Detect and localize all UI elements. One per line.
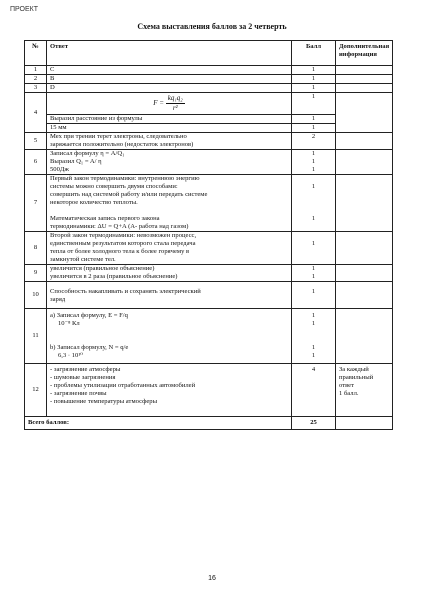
row-number: 2 (25, 75, 47, 84)
row-number: 9 (25, 265, 47, 282)
draft-label: ПРОЕКТ (10, 6, 39, 13)
spacer (292, 175, 335, 183)
column-header-extra: Дополнительная информация (336, 41, 393, 66)
answer-cell: 15 мм (47, 124, 292, 133)
answer-line: совершить над системой работу и/или передать системе (50, 191, 208, 198)
answer-line: Мех при трении терет электроны, следовательно (50, 133, 187, 140)
spacer (292, 232, 335, 240)
row-number: 11 (25, 309, 47, 364)
answer-cell (47, 232, 292, 265)
answer-line: 500Дж (50, 166, 69, 173)
coulomb-formula (47, 93, 292, 115)
formula-denominator: r² (172, 104, 178, 112)
column-header-points: Балл (292, 41, 336, 66)
table-row (25, 309, 393, 364)
extra-cell (336, 232, 393, 265)
column-header-num: № (25, 41, 47, 66)
answer-line: a) Записал формулу, E = F/q (50, 312, 128, 319)
table-row (25, 364, 393, 417)
answer-line: замкнутой системе тел. (50, 256, 116, 263)
extra-cell (336, 364, 393, 417)
answer-line: Первый закон термодинамики: внутреннюю энергию (50, 175, 200, 182)
points-cell: 2 (292, 133, 336, 150)
answer-cell: D (47, 84, 292, 93)
extra-note-line: За каждый (339, 366, 369, 373)
answer-line: Выразил Q₁ = A/ η (50, 158, 102, 165)
answer-line: Второй закон термодинамики: невозможен процесс, (50, 232, 197, 239)
answer-line: Записал формулу η = A/Q₁ (50, 150, 125, 157)
table-row (25, 133, 393, 150)
points-value: 1 (311, 183, 316, 190)
list-item: - проблемы утилизации отработанных автомобилей (50, 382, 196, 389)
extra-note-line: 1 балл. (339, 390, 359, 397)
extra-cell (336, 175, 393, 232)
answer-line: тепла от более холодного тела к более горячему в (50, 248, 190, 255)
answer-cell (47, 175, 292, 232)
points-cell: 1 (292, 93, 336, 115)
points-cell: 1 (292, 282, 336, 309)
row-number: 4 (25, 93, 47, 133)
page-number: 16 (208, 575, 216, 582)
spacer (50, 336, 288, 344)
total-value: 25 (292, 417, 336, 430)
points-cell (292, 309, 336, 364)
spacer (292, 191, 335, 199)
row-number: 8 (25, 232, 47, 265)
formula-numerator: kq₁q₂ (167, 94, 183, 102)
extra-cell (336, 282, 393, 309)
answer-line: заряжается положительно (недостаток электронов) (50, 141, 194, 148)
row-number: 6 (25, 150, 47, 175)
answer-line: заряд (50, 296, 66, 303)
extra-cell (336, 66, 393, 75)
table-row (25, 150, 393, 175)
points-cell: 1 (292, 75, 336, 84)
table-row (25, 75, 393, 84)
list-item: - загрязнение атмосферы (50, 366, 121, 373)
points-cell: 1 (292, 84, 336, 93)
points-cell (292, 232, 336, 265)
spacer (292, 207, 335, 215)
answer-cell (47, 133, 292, 150)
table-row (25, 93, 393, 115)
row-number: 7 (25, 175, 47, 232)
answer-cell: C (47, 66, 292, 75)
points-value: 1 (311, 215, 316, 222)
answer-cell (47, 309, 292, 364)
extra-cell (336, 93, 393, 133)
points-value: 1 (311, 158, 316, 165)
answer-cell (47, 282, 292, 309)
list-item: - повышение температуры атмосферы (50, 398, 158, 405)
answer-cell: B (47, 75, 292, 84)
scoring-table (24, 40, 393, 430)
total-row (25, 417, 393, 430)
column-header-answer: Ответ (47, 41, 292, 66)
answer-cell (47, 265, 292, 282)
formula-fraction (166, 94, 185, 113)
spacer (50, 328, 288, 336)
extra-note-line: правильный ответ (339, 374, 374, 389)
answer-cell: Выразил расстояние из формулы (47, 115, 292, 124)
extra-cell (336, 133, 393, 150)
list-item: - загрязнение почвы (50, 390, 107, 397)
points-value: 1 (311, 150, 316, 157)
table-row (25, 84, 393, 93)
points-value: 1 (311, 320, 316, 327)
points-value: 1 (311, 344, 316, 351)
points-cell (292, 175, 336, 232)
points-cell: 1 (292, 66, 336, 75)
answer-cell (47, 364, 292, 417)
table-row (25, 232, 393, 265)
answer-line: Математическая запись первого закона (50, 215, 160, 222)
points-value: 1 (311, 240, 316, 247)
table-row (25, 282, 393, 309)
points-value: 1 (311, 265, 316, 272)
points-cell (292, 150, 336, 175)
answer-line: 10⁻⁸ Кл (58, 320, 80, 327)
points-cell (292, 265, 336, 282)
table-row (25, 175, 393, 232)
formula-lhs: F = (153, 99, 164, 108)
list-item: - шумовые загрязнения (50, 374, 116, 381)
answer-line: 6,3 · 10¹⁰ (58, 352, 83, 359)
row-number: 1 (25, 66, 47, 75)
answer-line: b) Записал формулу, N = q/e (50, 344, 129, 351)
table-header-row (25, 41, 393, 66)
points-value: 1 (311, 166, 316, 173)
points-cell: 4 (292, 364, 336, 417)
answer-line: термодинамики: ΔU = Q+A (A- работа над газом) (50, 223, 189, 230)
answer-cell (47, 150, 292, 175)
spacer (292, 199, 335, 207)
extra-cell (336, 75, 393, 84)
spacer (292, 328, 335, 336)
total-label: Всего баллов: (25, 417, 292, 430)
points-value: 1 (311, 273, 316, 280)
table-row (25, 66, 393, 75)
row-number: 3 (25, 84, 47, 93)
extra-cell (336, 309, 393, 364)
row-number: 5 (25, 133, 47, 150)
extra-cell (336, 84, 393, 93)
points-value: 1 (311, 312, 316, 319)
answer-line: единственным результатом которого стала передача (50, 240, 196, 247)
row-number: 10 (25, 282, 47, 309)
extra-cell (336, 150, 393, 175)
answer-line: увеличится в 2 раза (правильное объяснение) (50, 273, 178, 280)
answer-line: некоторое количество теплоты. (50, 199, 138, 206)
points-value: 1 (311, 352, 316, 359)
points-cell: 1 (292, 124, 336, 133)
extra-cell (336, 265, 393, 282)
row-number: 12 (25, 364, 47, 417)
table-row (25, 265, 393, 282)
spacer (292, 336, 335, 344)
answer-line: увеличится (правильное объяснение) (50, 265, 155, 272)
page-title: Схема выставления баллов за 2 четверть (137, 22, 287, 31)
answer-line: системы можно совершить двумя способами: (50, 183, 178, 190)
extra-cell (336, 417, 393, 430)
points-cell: 1 (292, 115, 336, 124)
spacer (50, 207, 288, 215)
answer-line: Способность накапливать и сохранять электрический (50, 288, 201, 295)
